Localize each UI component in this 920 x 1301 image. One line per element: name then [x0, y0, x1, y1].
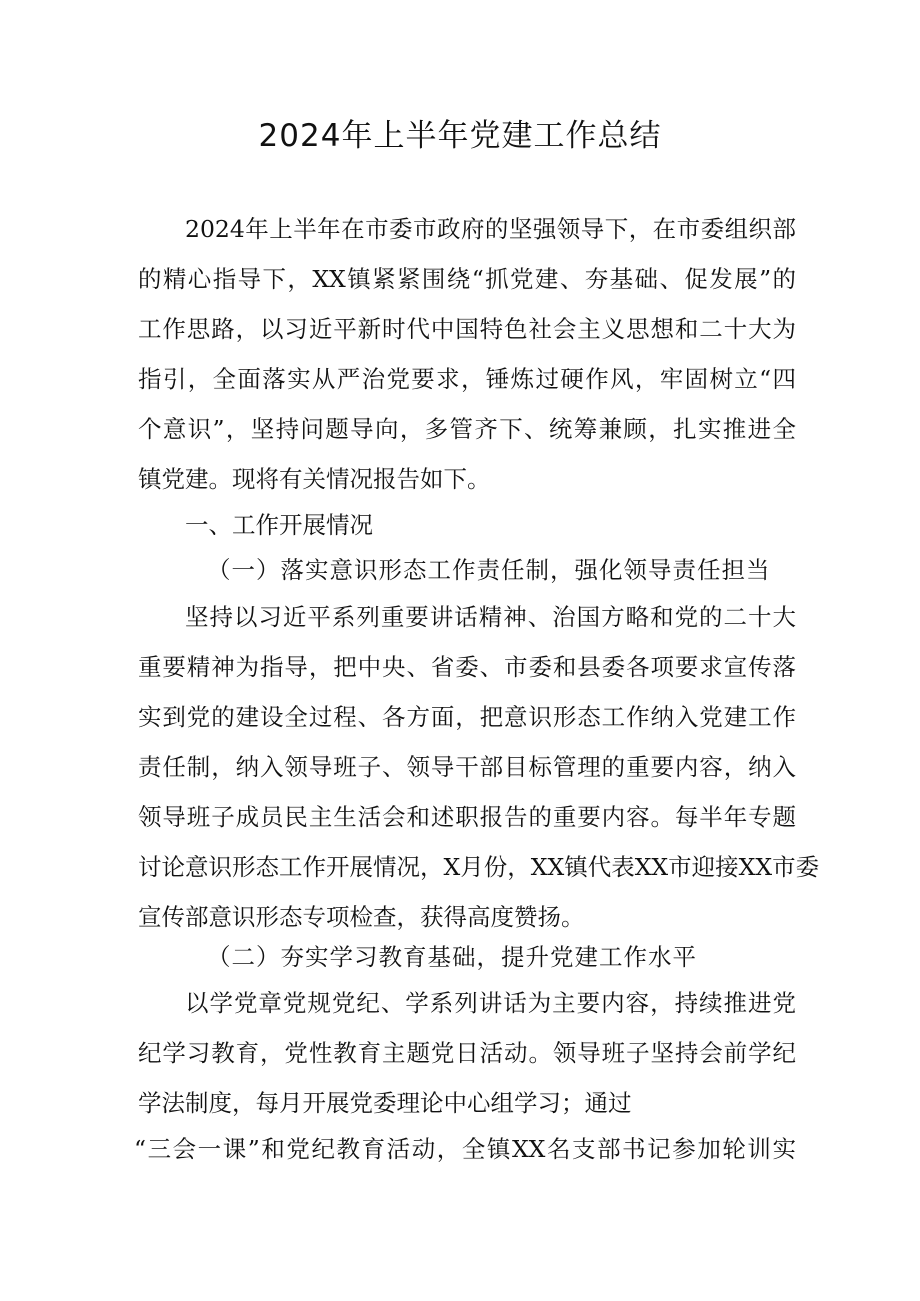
paragraph-3-line-4: “三会一课”和党纪教育活动，全镇XX名支部书记参加轮训实	[134, 1135, 796, 1163]
paragraph-3-line-1: 以学党章党规党纪、学系列讲话为主要内容，持续推进党	[185, 989, 796, 1017]
paragraph-1-line-4: 指引，全面落实从严治党要求，锤炼过硬作风，牢固树立“四	[138, 365, 796, 393]
paragraph-2-line-7: 宣传部意识形态专项检查，获得高度赞扬。	[138, 903, 585, 931]
paragraph-2-line-5: 领导班子成员民主生活会和述职报告的重要内容。每半年专题	[138, 803, 796, 831]
paragraph-3-line-2: 纪学习教育，党性教育主题党日活动。领导班子坚持会前学纪	[138, 1039, 796, 1067]
paragraph-2-line-6: 讨论意识形态工作开展情况，X月份，XX镇代表XX市迎接XX市委	[138, 853, 820, 881]
document-title: 2024年上半年党建工作总结	[258, 118, 662, 154]
section-heading-work-status: 一、工作开展情况	[185, 511, 373, 539]
subheading-ideology-responsibility: （一）落实意识形态工作责任制，强化领导责任担当	[207, 556, 771, 584]
paragraph-1-line-1: 2024年上半年在市委市政府的坚强领导下，在市委组织部	[185, 215, 796, 243]
paragraph-1-line-5: 个意识”，坚持问题导向，多管齐下、统筹兼顾，扎实推进全	[138, 415, 796, 443]
paragraph-2-line-2: 重要精神为指导，把中央、省委、市委和县委各项要求宣传落	[138, 653, 796, 681]
paragraph-2-line-4: 责任制，纳入领导班子、领导干部目标管理的重要内容，纳入	[138, 753, 796, 781]
paragraph-3-line-3: 学法制度，每月开展党委理论中心组学习；通过	[138, 1089, 632, 1117]
paragraph-1-line-2: 的精心指导下，XX镇紧紧围绕“抓党建、夯基础、促发展”的	[138, 265, 796, 293]
paragraph-1-line-3: 工作思路，以习近平新时代中国特色社会主义思想和二十大为	[138, 315, 796, 343]
paragraph-2-line-3: 实到党的建设全过程、各方面，把意识形态工作纳入党建工作	[138, 703, 796, 731]
subheading-study-education: （二）夯实学习教育基础，提升党建工作水平	[207, 943, 697, 971]
paragraph-1-line-6: 镇党建。现将有关情况报告如下。	[138, 465, 491, 493]
paragraph-2-line-1: 坚持以习近平系列重要讲话精神、治国方略和党的二十大	[185, 603, 796, 631]
